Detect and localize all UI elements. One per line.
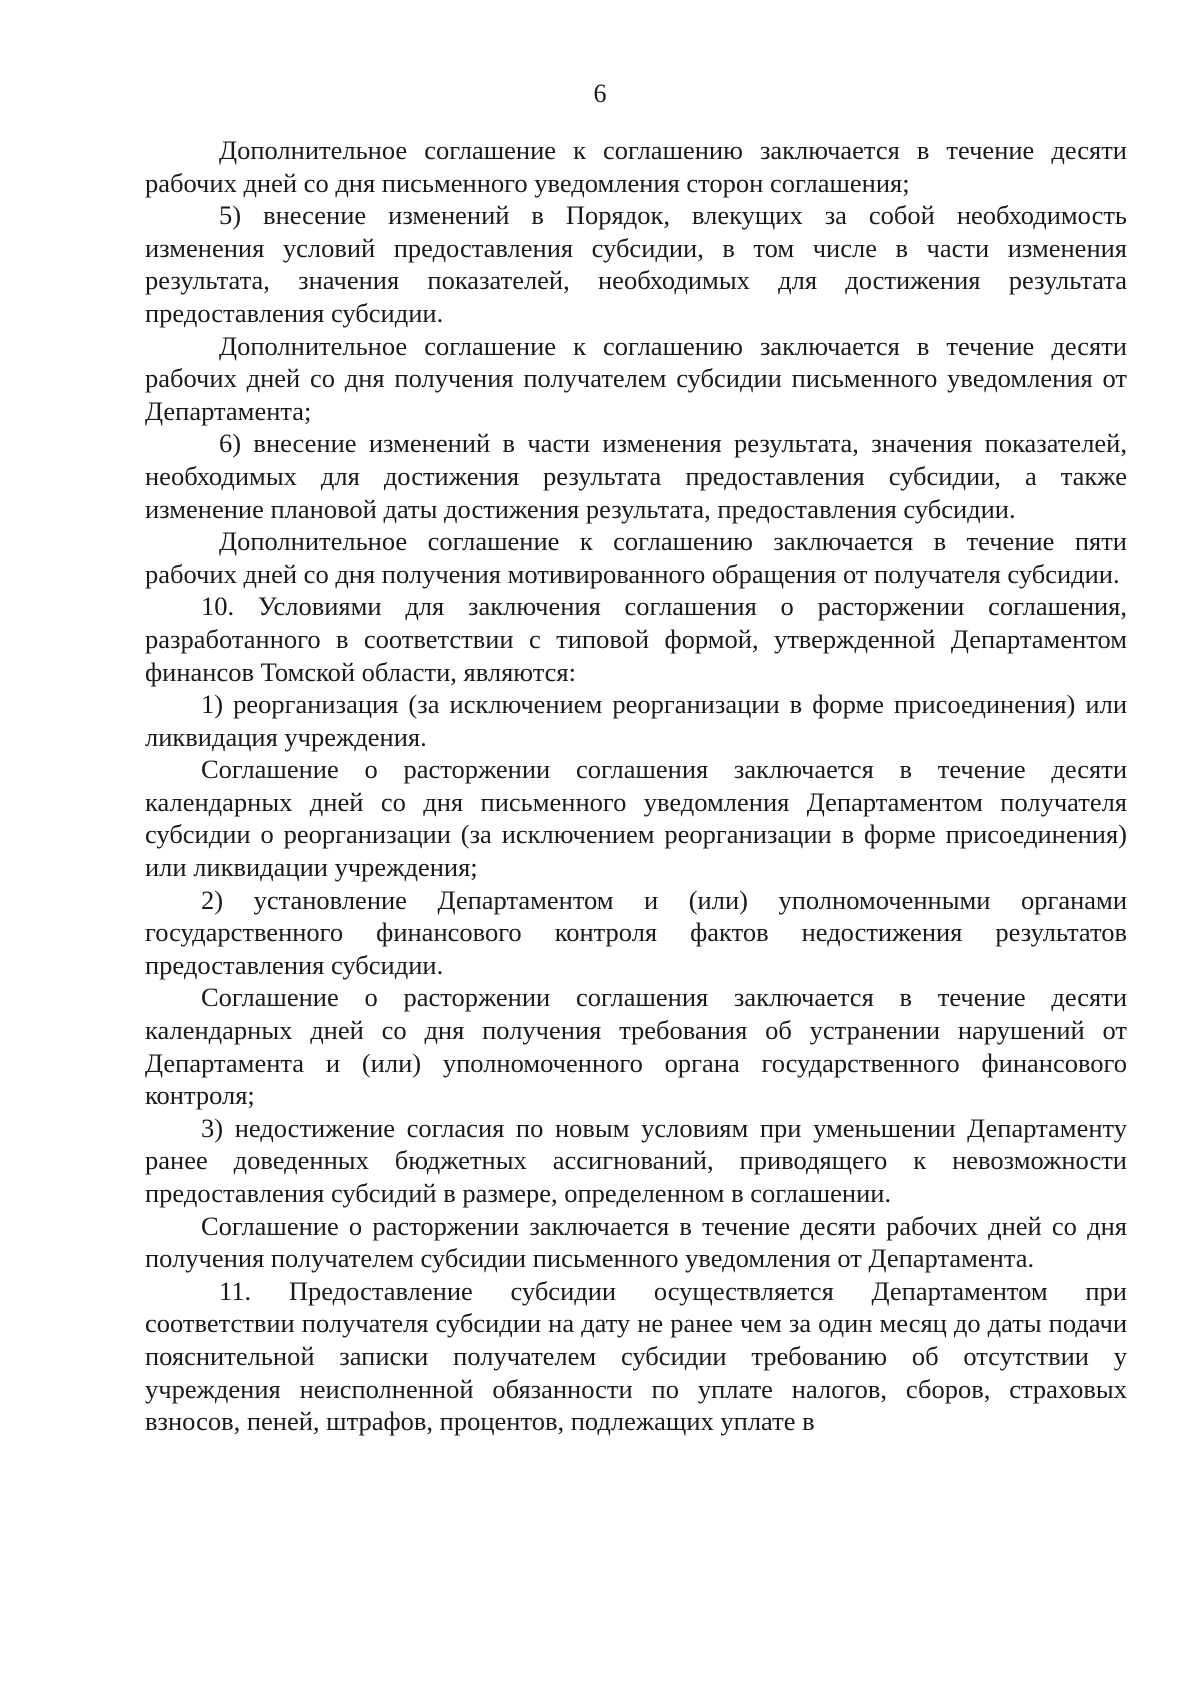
paragraph: 10. Условиями для заключения соглашения о расторжении соглашения, разработанного в соответствии с типовой формой, утвержденной Департаментом финансов Томской области, являются: bbox=[145, 591, 1127, 687]
paragraph: 5) внесение изменений в Порядок, влекущих за собой необходимость изменения условий предоставления субсидии, в том числе в части изменения результата, значения показателей, необходимых для достижения результата предоставления субсидии. bbox=[145, 200, 1127, 328]
paragraph: 6) внесение изменений в части изменения результата, значения показателей, необходимых для достижения результата предоставления субсидии, а также изменение плановой даты достижения результата, предоставления субсидии. bbox=[145, 428, 1127, 524]
paragraph: 11. Предоставление субсидии осуществляется Департаментом при соответствии получателя субсидии на дату не ранее чем за один месяц до даты подачи пояснительной записки получателем субсидии требованию об отсутствии у учреждения неисполненной обязанности по уплате налогов, сборов, страховых взносов, пеней, штрафов, процентов, подлежащих уплате в bbox=[145, 1275, 1127, 1437]
paragraph: 1) реорганизация (за исключением реорганизации в форме присоединения) или ликвидация учреждения. bbox=[145, 689, 1127, 752]
page-number: 6 bbox=[593, 79, 607, 108]
paragraph: 2) установление Департаментом и (или) уполномоченными органами государственного финансового контроля фактов недостижения результатов предоставления субсидии. bbox=[145, 884, 1127, 980]
paragraph: Дополнительное соглашение к соглашению заключается в течение десяти рабочих дней со дня письменного уведомления сторон соглашения; bbox=[145, 135, 1127, 198]
paragraph: Дополнительное соглашение к соглашению заключается в течение пяти рабочих дней со дня получения мотивированного обращения от получателя субсидии. bbox=[145, 526, 1127, 589]
paragraph: Дополнительное соглашение к соглашению заключается в течение десяти рабочих дней со дня получения получателем субсидии письменного уведомления от Департамента; bbox=[145, 330, 1127, 426]
paragraph: 3) недостижение согласия по новым условиям при уменьшении Департаменту ранее доведенных бюджетных ассигнований, приводящего к невозможности предоставления субсидий в размере, определенном в соглашении. bbox=[145, 1112, 1127, 1208]
paragraph: Соглашение о расторжении соглашения заключается в течение десяти календарных дней со дня письменного уведомления Департаментом получателя субсидии о реорганизации (за исключением реорганизации в форме присоединения) или ликвидации учреждения; bbox=[145, 754, 1127, 883]
paragraph: Соглашение о расторжении соглашения заключается в течение десяти календарных дней со дня получения требования об устранении нарушений от Департамента и (или) уполномоченного органа государственного финансового контроля; bbox=[145, 982, 1127, 1111]
document-body bbox=[145, 134, 1127, 1438]
paragraph: Соглашение о расторжении заключается в течение десяти рабочих дней со дня получения получателем субсидии письменного уведомления от Департамента. bbox=[145, 1210, 1127, 1274]
